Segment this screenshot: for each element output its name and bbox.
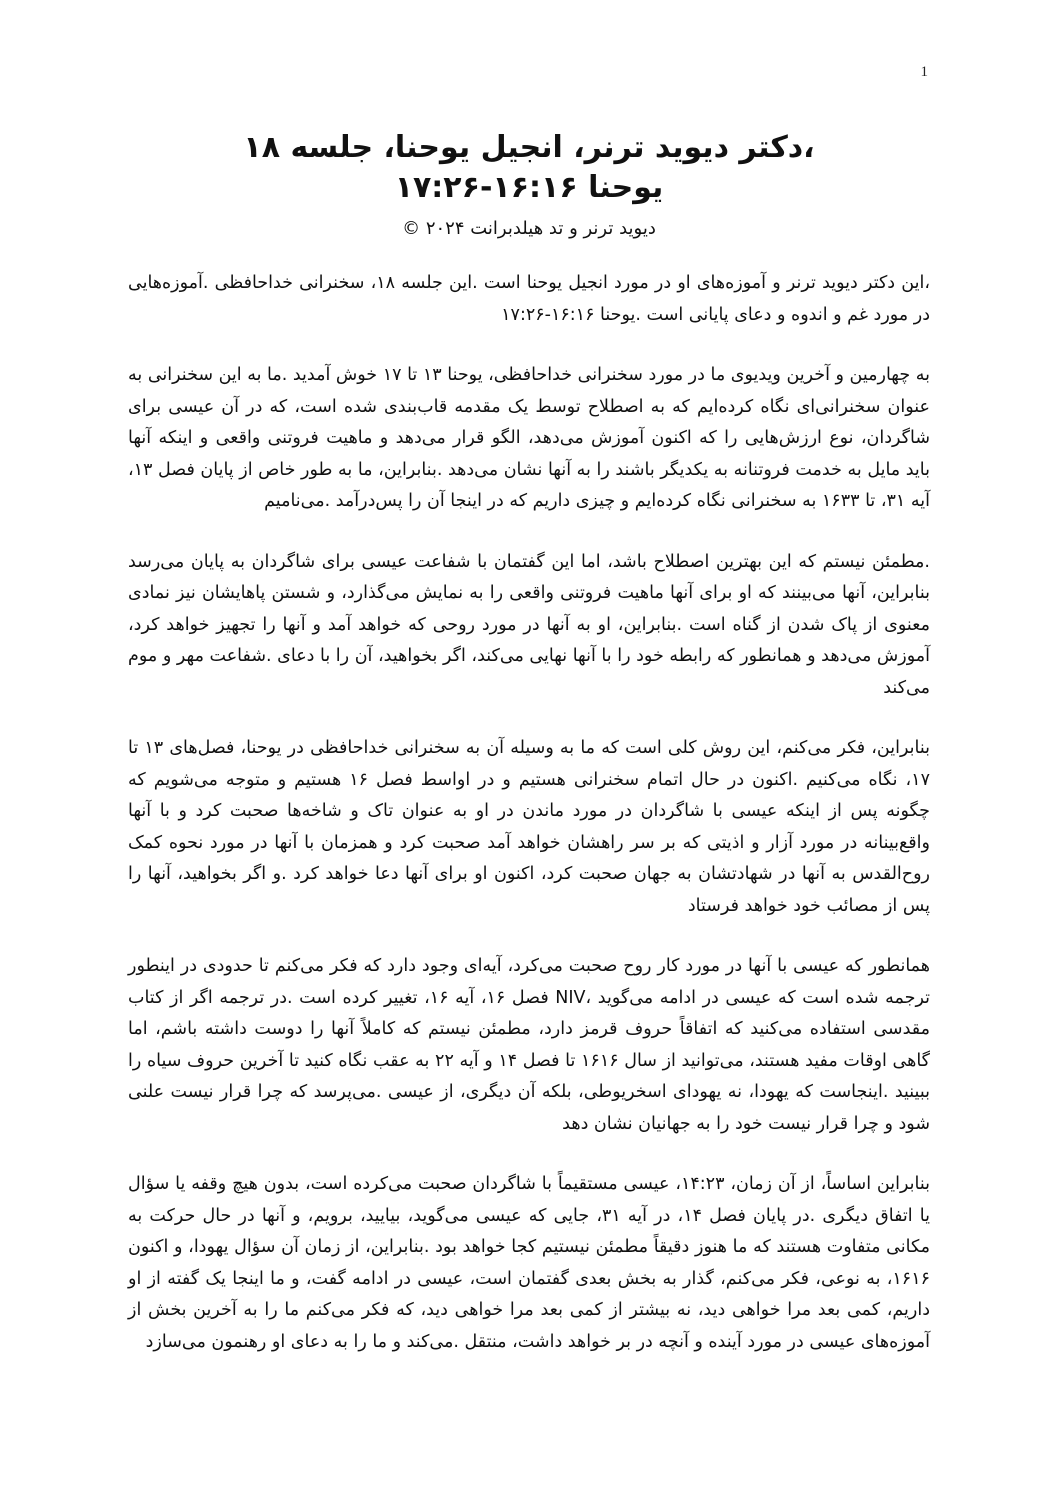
paragraph-6: بنابراین اساساً، از آن زمان، ۱۴:۲۳، عیسی مستقیماً با شاگردان صحبت می‌کرده است، بدون هیچ وقفه یا سؤال یا اتفاق دیگری .در پایان فصل ۱۴، در آیه ۳۱، جایی که عیسی می‌گوید، بیایید، برویم، و آنها در حال حرکت به مکانی متفاوت هستند که ما هنوز دقیقاً مطمئن نیستیم کجا خواهد بود .بنابراین، از زمان آن سؤال یهودا، و اکنون ۱۶۱۶، به نوعی، فکر می‌کنم، گذار به بخش بعدی گفتمان است، عیسی در ادامه گفت، و ما اینجا یک گفته از او داریم، کمی بعد مرا خواهی دید، نه بیشتر از کمی بعد مرا خواهی دید، که فکر می‌کنم ما را به آخرین بخش از آموزه‌های عیسی در مورد آینده و آنچه در بر خواهد داشت، منتقل .می‌کند و ما را به دعای او رهنمون می‌سازد <box>128 1174 930 1352</box>
paragraph-3: .مطمئن نیستم که این بهترین اصطلاح باشد، اما این گفتمان با شفاعت عیسی برای شاگردان به پایان می‌رسد بنابراین، آنها می‌بینند که او برای آنها ماهیت فروتنی واقعی را به نمایش می‌گذارد، و شستن پاهایشان نیز نمادی معنوی از پاک شدن از گناه است .بنابراین، او به آنها در مورد روحی که خواهد آمد و آنها را تجهیز خواهد کرد، آموزش می‌دهد و همانطور که رابطه خود را با آنها نهایی می‌کند، اگر بخواهید، آن را با دعای .شفاعت مهر و موم می‌کند <box>128 551 930 698</box>
page-number: 1 <box>920 64 928 80</box>
paragraph-4: بنابراین، فکر می‌کنم، این روش کلی است که ما به وسیله آن به سخنرانی خداحافظی در یوحنا، فصل‌های ۱۳ تا ۱۷، نگاه می‌کنیم .اکنون در حال اتمام سخنرانی هستیم و در اواسط فصل ۱۶ هستیم و متوجه می‌شویم که چگونه پس از اینکه عیسی با شاگردان در مورد ماندن در او به عنوان تاک و شاخه‌ها صحبت کرد و با آنها واقع‌بینانه در مورد آزار و اذیتی که بر سر راهشان خواهد آمد صحبت کرد و همزمان با آنها در مورد نحوه کمک روح‌القدس به آنها در شهادتشان به جهان صحبت کرد، اکنون او برای آنها دعا خواهد کرد .و اگر بخواهید، آنها را پس از مصائب خود خواهد فرستاد <box>128 738 930 916</box>
title-line-1: ،دکتر دیوید ترنر، انجیل یوحنا، جلسه ۱۸ <box>243 130 815 165</box>
document-header <box>130 128 928 244</box>
paragraph-2: به چهارمین و آخرین ویدیوی ما در مورد سخنرانی خداحافظی، یوحنا ۱۳ تا ۱۷ خوش آمدید .ما به این سخنرانی به عنوان سخنرانی‌ای نگاه کرده‌ایم که به اصطلاح توسط یک مقدمه قاب‌بندی شده است، که در آن عیسی برای شاگردان، نوع ارزش‌هایی را که اکنون آموزش می‌دهد، الگو قرار می‌دهد و ماهیت فروتنی واقعی و اینکه آنها باید مایل به خدمت فروتنانه به یکدیگر باشند را به آنها نشان می‌دهد .بنابراین، ما به طور خاص از پایان فصل ۱۳، آیه ۳۱، تا ۱۶۳۳ به سخنرانی نگاه کرده‌ایم و چیزی داریم که در اینجا آن را پس‌درآمد .می‌نامیم <box>128 365 931 511</box>
paragraph-1: ،این دکتر دیوید ترنر و آموزه‌های او در مورد انجیل یوحنا است .این جلسه ۱۸، سخنرانی خداحافظی .آموزه‌هایی در مورد غم و اندوه و دعای پایانی است .یوحنا ۱۶:۱۶-۱۷:۲۶ <box>128 273 930 325</box>
copyright-line: دیوید ترنر و تد هیلدبرانت ۲۰۲۴ © <box>402 218 656 239</box>
paragraph-5: همانطور که عیسی با آنها در مورد کار روح صحبت می‌کرد، آیه‌ای وجود دارد که فکر می‌کنم تا حدودی در اینطور ترجمه شده است که عیسی در ادامه می‌گوید ،NIV فصل ۱۶، آیه ۱۶، تغییر کرده است .در ترجمه اگر از کتاب مقدسی استفاده می‌کنید که اتفاقاً حروف قرمز دارد، مطمئن نیستم که کاملاً آنها را دوست داشته باشم، اما گاهی اوقات مفید هستند، می‌توانید از سال ۱۶۱۶ تا فصل ۱۴ و آیه ۲۲ به عقب نگاه کنید تا آخرین حروف سیاه را ببینید .اینجاست که یهودا، نه یهودای اسخریوطی، بلکه آن دیگری، از عیسی .می‌پرسد که چرا قرار نیست علنی شود و چرا قرار نیست خود را به جهانیان نشان دهد <box>128 956 930 1134</box>
title-line-2: یوحنا ۱۶:۱۶-۱۷:۲۶ <box>394 170 664 205</box>
document-body <box>128 268 930 1387</box>
